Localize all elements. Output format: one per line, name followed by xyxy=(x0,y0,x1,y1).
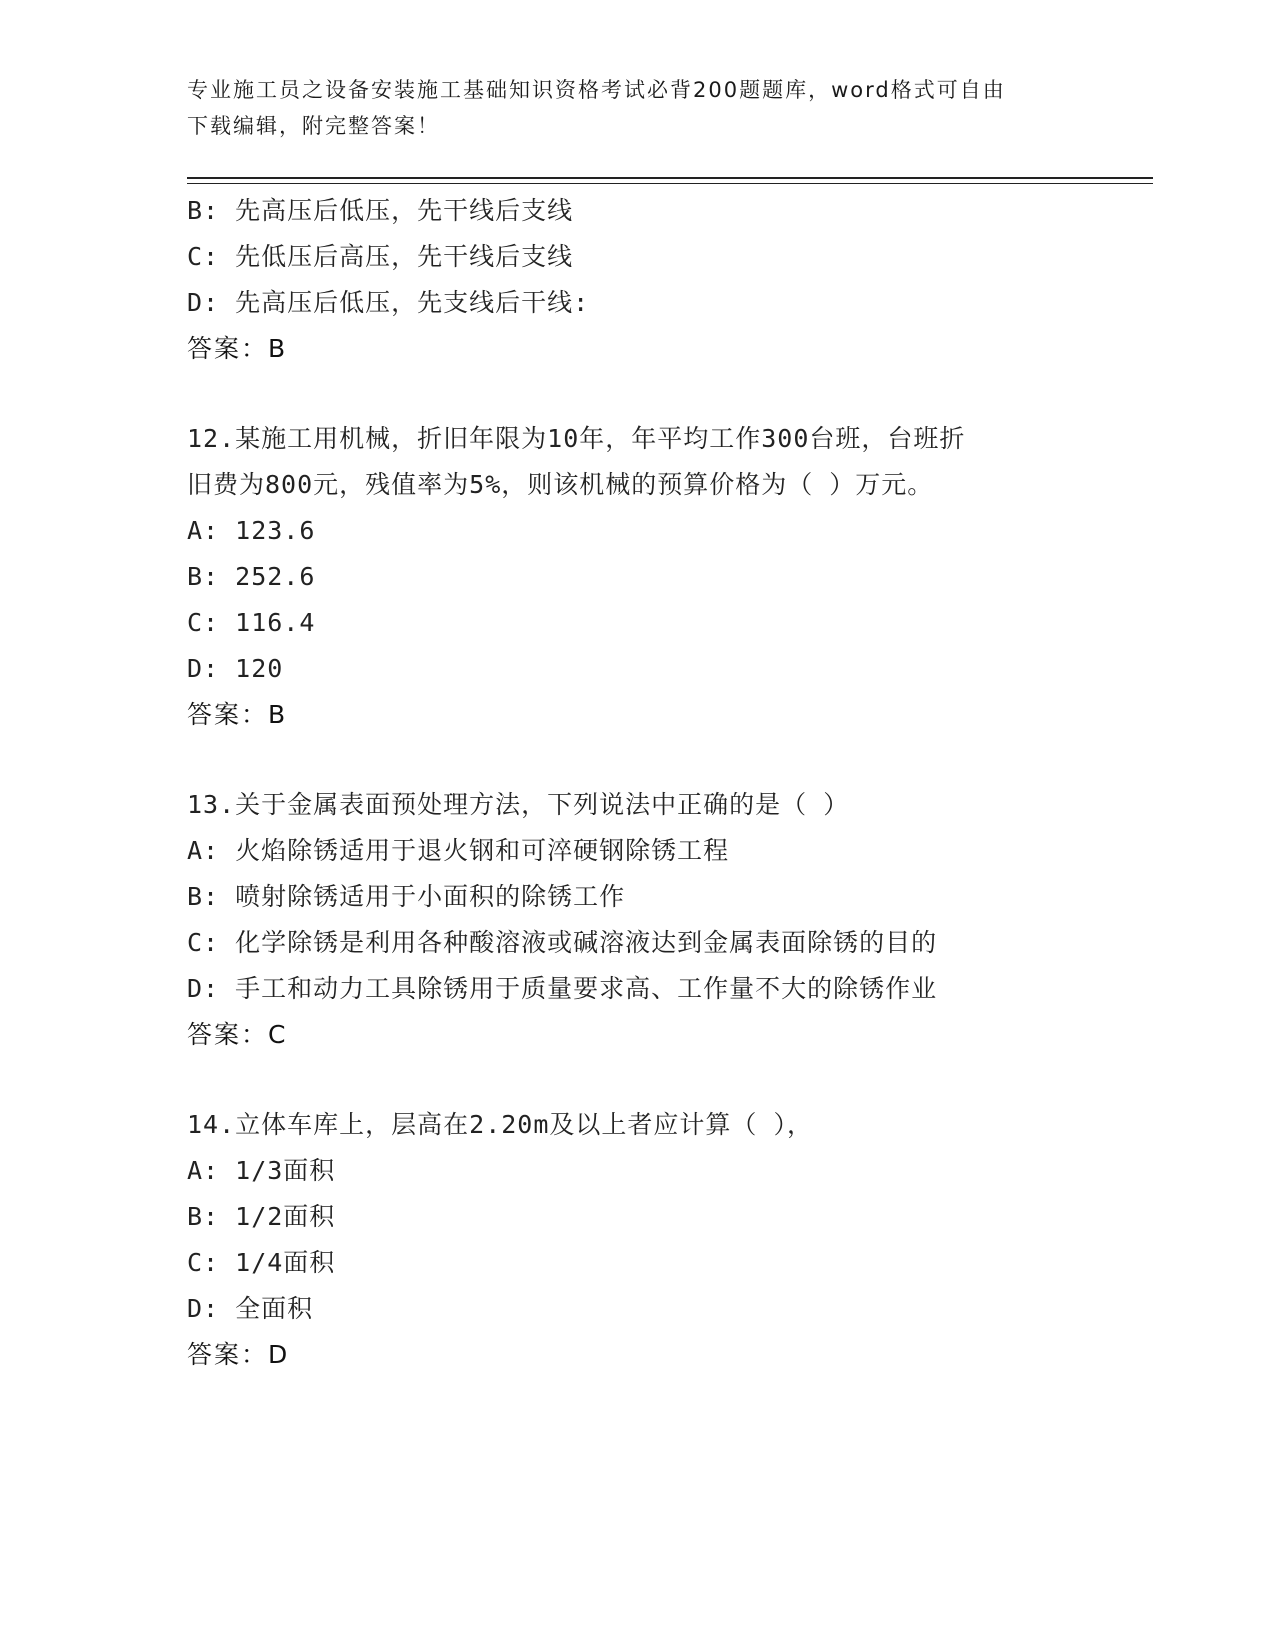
question-12 xyxy=(187,416,1147,738)
option-c: C: 116.4 xyxy=(187,608,316,637)
option-c: C: 先低压后高压，先干线后支线 xyxy=(187,242,574,271)
option-b: B: 1/2面积 xyxy=(187,1202,336,1231)
option-b: B: 先高压后低压，先干线后支线 xyxy=(187,196,574,225)
option-d: D: 120 xyxy=(187,654,284,683)
spacer xyxy=(187,738,1147,782)
option-d: D: 全面积 xyxy=(187,1294,314,1323)
option-d: D: 手工和动力工具除锈用于质量要求高、工作量不大的除锈作业 xyxy=(187,974,938,1003)
answer-label: 答案：C xyxy=(187,1020,288,1049)
spacer xyxy=(187,1058,1147,1102)
question-stem-line: 旧费为800元，残值率为5%，则该机械的预算价格为（ ）万元。 xyxy=(187,470,934,499)
question-stem-line: 14.立体车库上，层高在2.20m及以上者应计算（ ）， xyxy=(187,1110,813,1139)
question-14 xyxy=(187,1102,1147,1378)
question-13 xyxy=(187,782,1147,1058)
question-11-continuation xyxy=(187,188,1147,372)
spacer xyxy=(187,372,1147,416)
option-b: B: 252.6 xyxy=(187,562,316,591)
question-stem-line: 12.某施工用机械，折旧年限为10年，年平均工作300台班，台班折 xyxy=(187,424,966,453)
header-divider-thin xyxy=(187,183,1153,184)
option-a: A: 1/3面积 xyxy=(187,1156,336,1185)
option-c: C: 化学除锈是利用各种酸溶液或碱溶液达到金属表面除锈的目的 xyxy=(187,928,938,957)
answer-label: 答案：B xyxy=(187,700,288,729)
header-line-1: 专业施工员之设备安装施工基础知识资格考试必背200题题库，word格式可自由 xyxy=(187,78,1006,102)
option-a: A: 123.6 xyxy=(187,516,316,545)
header-line-2: 下载编辑，附完整答案！ xyxy=(187,114,440,138)
option-a: A: 火焰除锈适用于退火钢和可淬硬钢除锈工程 xyxy=(187,836,730,865)
question-stem-line: 13.关于金属表面预处理方法，下列说法中正确的是（ ） xyxy=(187,790,850,819)
option-c: C: 1/4面积 xyxy=(187,1248,336,1277)
answer-label: 答案：D xyxy=(187,1340,290,1369)
header-divider-thick xyxy=(187,177,1153,179)
document-header xyxy=(187,72,1087,144)
answer-label: 答案：B xyxy=(187,334,288,363)
document-body xyxy=(187,188,1147,1378)
option-b: B: 喷射除锈适用于小面积的除锈工作 xyxy=(187,882,626,911)
option-d: D: 先高压后低压，先支线后干线: xyxy=(187,288,590,317)
